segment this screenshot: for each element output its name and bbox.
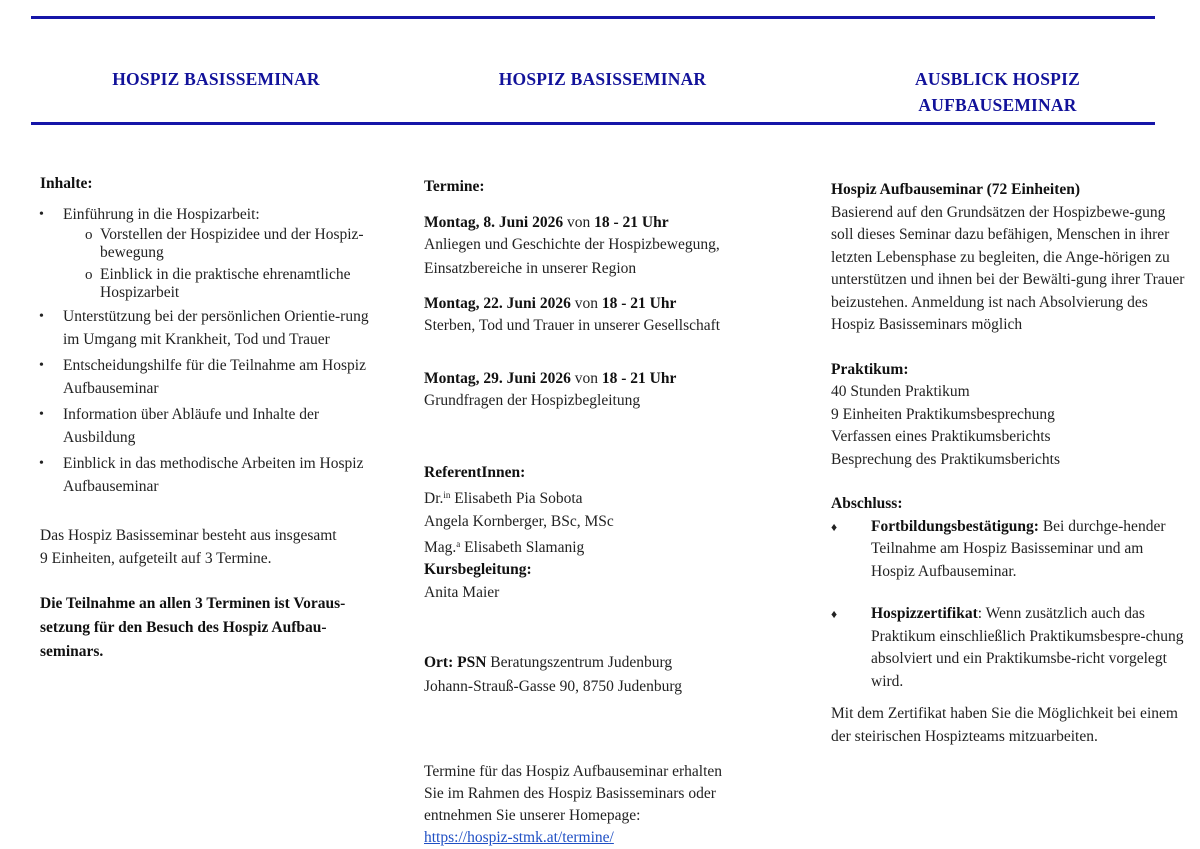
notice-line: Sie im Rahmen des Hospiz Basisseminars oder — [424, 785, 716, 802]
abschluss-item — [831, 516, 1191, 584]
inhalte-heading: Inhalte: — [40, 175, 93, 192]
termin-date-line — [424, 212, 784, 234]
sub-list-item — [63, 266, 385, 302]
list-item-text: Information über Abläufe und Inhalte der Ausbildung — [63, 406, 320, 446]
termine-heading: Termine: — [424, 178, 485, 195]
abschluss-section — [831, 493, 1191, 693]
sub-list-item — [63, 226, 385, 262]
list-item-text: Unterstützung bei der persönlichen Orientie-rung im Umgang mit Krankheit, Tod und Trauer — [63, 308, 369, 348]
diamond-bullet-icon: ♦ — [831, 607, 838, 621]
circle-bullet-icon: o — [85, 227, 93, 243]
termin-von: von — [574, 294, 598, 312]
list-item — [40, 453, 385, 498]
diamond-bullet-icon: ♦ — [831, 519, 838, 534]
summary-line: 9 Einheiten, aufgeteilt auf 3 Termine. — [40, 549, 272, 567]
list-item-text: Einblick in das methodische Arbeiten im Hospiz Aufbauseminar — [63, 455, 364, 495]
praktikum-item: Besprechung des Praktikumsberichts — [831, 450, 1061, 468]
list-item — [40, 306, 385, 351]
bullet-icon: • — [39, 358, 44, 373]
name-sup: a — [456, 539, 461, 549]
termin-desc: Anliegen und Geschichte der Hospizbewegung, — [424, 235, 720, 253]
termin-time: 18 - 21 Uhr — [601, 294, 677, 312]
abschluss-item — [831, 603, 1191, 693]
summary-line: Das Hospiz Basisseminar besteht aus insgesamt — [40, 527, 337, 544]
termin-date-line — [424, 293, 784, 315]
praktikum-item: 40 Stunden Praktikum — [831, 383, 970, 400]
header-right-title — [810, 66, 1185, 118]
termin-time: 18 - 21 Uhr — [601, 369, 677, 387]
homepage-link[interactable]: https://hospiz-stmk.at/termine/ — [424, 829, 614, 846]
location-name: Beratungszentrum Judenburg — [486, 654, 673, 671]
termin-date: Montag, 8. Juni 2026 — [424, 213, 564, 231]
header-bottom-rule — [31, 122, 1155, 125]
referent-name — [424, 484, 784, 510]
location-line — [424, 651, 784, 675]
location-label: Ort: PSN — [424, 654, 487, 671]
summary-paragraph — [40, 525, 385, 570]
name-text: Elisabeth Slamanig — [460, 539, 585, 556]
sub-list-item-text: Einblick in die praktische ehrenamtliche Hospizarbeit — [100, 266, 351, 301]
bullet-icon: • — [39, 456, 44, 471]
name-prefix: Mag. — [424, 539, 457, 556]
inhalte-list — [40, 204, 385, 499]
header-left-title: HOSPIZ BASISSEMINAR — [112, 69, 320, 89]
termin-entry — [424, 212, 784, 280]
termin-desc: Grundfragen der Hospizbegleitung — [424, 391, 641, 409]
list-item — [40, 204, 385, 303]
termin-date: Montag, 29. Juni 2026 — [424, 369, 571, 387]
kursbegleitung-name: Anita Maier — [424, 583, 500, 601]
termin-von: von — [566, 213, 591, 231]
top-rule — [31, 16, 1155, 19]
left-column — [40, 173, 385, 664]
aufbau-description: Basierend auf den Grundsätzen der Hospizbewe-gung soll dieses Seminar dazu befähigen, Menschen in ihrer letzten Lebensphase zu begleiten, die Ange-hörigen zu unterstützen und ihnen bei der Bewälti-gung ihrer Trauer beizustehen. Anmeldung ist nach Absolvierung des Hospiz Basisseminars möglich — [831, 203, 1185, 333]
notice-line: entnehmen Sie unserer Homepage: — [424, 807, 641, 824]
praktikum-item: Verfassen eines Praktikumsberichts — [831, 428, 1051, 445]
header-right-line2: AUFBAUSEMINAR — [918, 95, 1077, 115]
referenten-heading: ReferentInnen: — [424, 463, 526, 481]
name-prefix: Dr. — [424, 490, 444, 507]
abschluss-item-text: Bei durchge-hender Teilnahme am Hospiz Basisseminar und am Hospiz Aufbauseminar. — [871, 517, 1166, 580]
termin-von: von — [574, 369, 598, 387]
location-address: Johann-Strauß-Gasse 90, 8750 Judenburg — [424, 678, 683, 695]
abschluss-heading: Abschluss: — [831, 495, 903, 512]
praktikum-section — [831, 359, 1191, 472]
sub-list-item-text: Vorstellen der Hospizidee und der Hospiz-bewegung — [100, 226, 364, 261]
aufbau-notice — [424, 761, 784, 849]
termin-date: Montag, 22. Juni 2026 — [424, 294, 571, 312]
bullet-icon: • — [39, 206, 44, 222]
termin-entry — [424, 293, 784, 337]
name-text: Elisabeth Pia Sobota — [450, 490, 583, 507]
name-sup: in — [443, 490, 451, 500]
termin-entry — [424, 368, 784, 412]
termin-date-line — [424, 368, 784, 390]
aufbau-title: Hospiz Aufbauseminar (72 Einheiten) — [831, 181, 1081, 198]
closing-paragraph: Mit dem Zertifikat haben Sie die Möglichkeit bei einem der steirischen Hospizteams mitzuarbeiten. — [831, 705, 1178, 745]
referent-name — [424, 510, 784, 533]
referent-name — [424, 533, 784, 559]
abschluss-item-text: : Wenn zusätzlich auch das Praktikum einschließlich Praktikumsbespre-chung absolviert und ein Praktikumsbe-richt vorgelegt wird. — [871, 605, 1184, 690]
right-column — [831, 179, 1191, 748]
list-item — [40, 355, 385, 400]
abschluss-list — [831, 516, 1191, 694]
termin-time: 18 - 21 Uhr — [594, 213, 669, 231]
circle-bullet-icon: o — [85, 267, 93, 283]
bullet-icon: • — [39, 407, 44, 422]
termin-desc: Sterben, Tod und Trauer in unserer Gesellschaft — [424, 316, 721, 334]
requirement-note: Die Teilnahme an allen 3 Terminen ist Voraus-setzung für den Besuch des Hospiz Aufbau-seminars. — [40, 595, 346, 660]
bullet-icon: • — [39, 309, 44, 324]
list-item-text: Einführung in die Hospizarbeit: — [63, 205, 260, 223]
termin-desc: Einsatzbereiche in unserer Region — [424, 259, 637, 277]
abschluss-item-title: Hospizzertifikat — [871, 605, 978, 622]
sub-list — [63, 226, 385, 302]
praktikum-item: 9 Einheiten Praktikumsbesprechung — [831, 405, 1055, 423]
middle-column — [424, 176, 784, 849]
people-section — [424, 462, 784, 605]
name-text: Angela Kornberger, BSc, MSc — [424, 513, 614, 530]
praktikum-heading: Praktikum: — [831, 360, 909, 378]
list-item — [40, 404, 385, 449]
kursbegleitung-heading: Kursbegleitung: — [424, 561, 532, 578]
header-middle-title: HOSPIZ BASISSEMINAR — [498, 69, 707, 89]
notice-line: Termine für das Hospiz Aufbauseminar erhalten — [424, 763, 723, 780]
abschluss-item-title: Fortbildungsbestätigung: — [871, 517, 1039, 535]
header-right-line1: AUSBLICK HOSPIZ — [915, 69, 1080, 89]
location-section — [424, 651, 784, 699]
list-item-text: Entscheidungshilfe für die Teilnahme am Hospiz Aufbauseminar — [63, 357, 366, 397]
